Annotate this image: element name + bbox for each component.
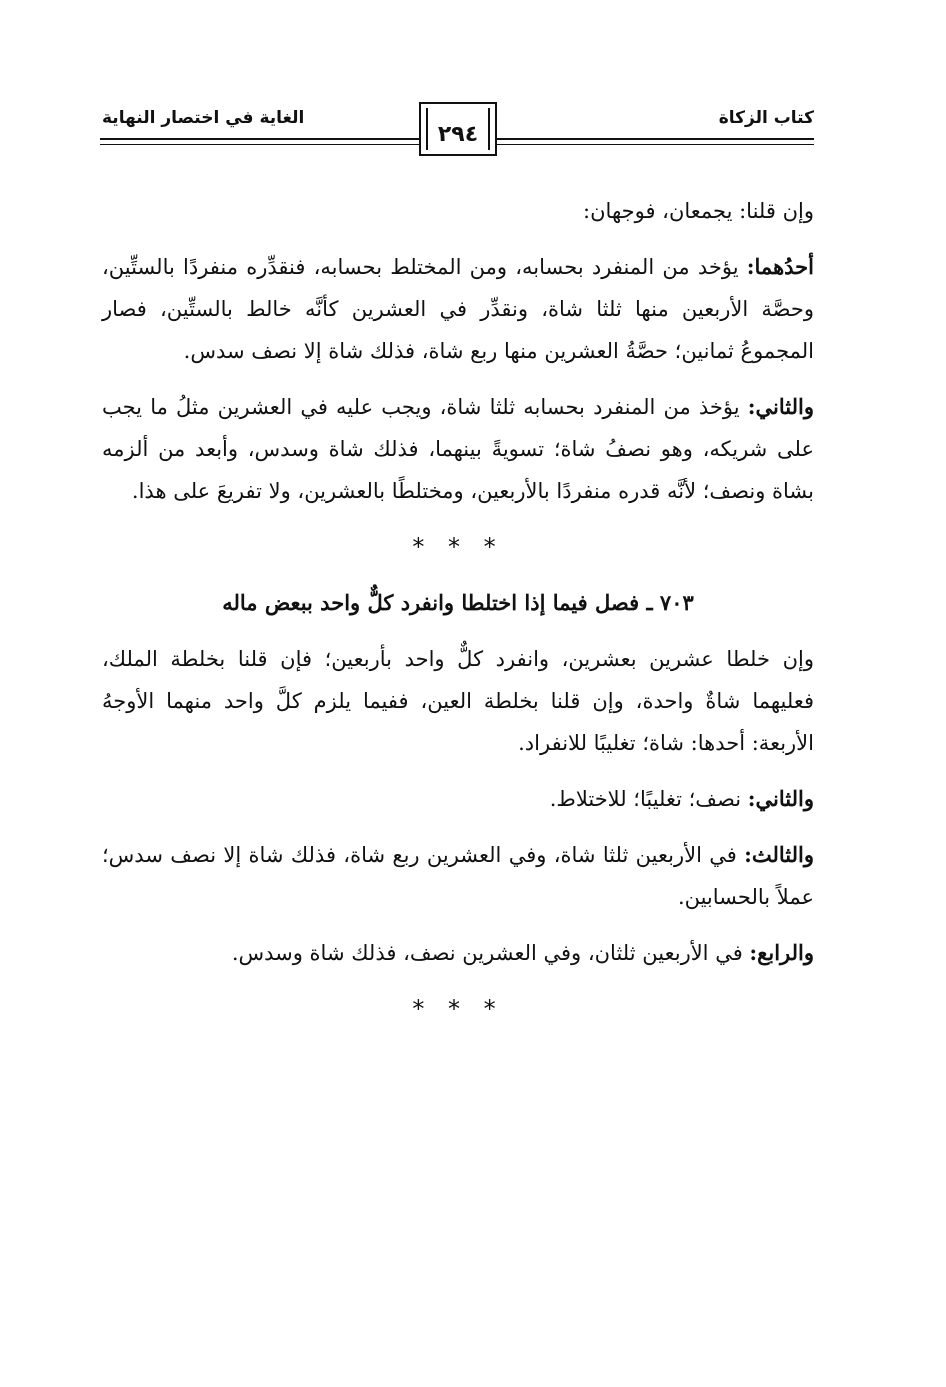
paragraph-text: يؤخد من المنفرد بحسابه، ومن المختلط بحسابه، فنقدِّره منفردًا بالستِّين، وحصَّة الأربعين منها ثلثا شاة، ونقدِّر في العشرين كأنَّه خالط بالستِّين، فصار المجموعُ ثمانين؛ حصَّةُ العشرين منها ربع شاة، فذلك شاة إلا نصف سدس. xyxy=(102,255,814,363)
book-title: الغاية في اختصار النهاية xyxy=(102,108,305,128)
page-body xyxy=(102,190,814,1044)
paragraph-lead: والرابع: xyxy=(749,940,814,965)
section-separator: * * * xyxy=(412,533,504,561)
paragraph-view-three xyxy=(102,834,814,918)
paragraph-text: نصف؛ تغليبًا؛ للاختلاط. xyxy=(549,787,748,811)
page-number-frame xyxy=(419,102,497,156)
paragraph-text: يؤخذ من المنفرد بحسابه ثلثا شاة، ويجب عليه في العشرين مثلُ ما يجب على شريكه، وهو نصفُ شاة؛ تسويةً بينهما، فذلك شاة وسدس، وأبعد من ألزمه بشاة ونصف؛ لأنَّه قدره منفردًا بالأربعين، ومختلطًا بالعشرين، ولا تفريعَ على هذا. xyxy=(102,395,814,503)
chapter-title: كتاب الزكاة xyxy=(718,108,814,128)
running-header xyxy=(100,100,814,162)
paragraph-view-four xyxy=(102,932,814,974)
paragraph-intro: وإن قلنا: يجمعان، فوجهان: xyxy=(583,199,814,223)
section-heading: ٧٠٣ ـ فصل فيما إذا اختلطا وانفرد كلٌّ واحد ببعض ماله xyxy=(222,590,694,615)
section-separator: * * * xyxy=(412,995,504,1023)
paragraph-view-two xyxy=(102,778,814,820)
paragraph-lead: والثاني: xyxy=(747,394,814,419)
page-number: ٢٩٤ xyxy=(437,122,479,147)
paragraph-lead: والثاني: xyxy=(747,786,814,811)
paragraph-section-intro: وإن خلطا عشرين بعشرين، وانفرد كلٌّ واحد بأربعين؛ فإن قلنا بخلطة الملك، فعليهما شاةٌ واحدة، وإن قلنا بخلطة العين، ففيما يلزم كلَّ واحد منهما الأوجهُ الأربعة: أحدها: شاة؛ تغليبًا للانفراد. xyxy=(102,647,814,755)
paragraph-text: في الأربعين ثلثا شاة، وفي العشرين ربع شاة، فذلك شاة إلا نصف سدس؛ عملاً بالحسابين. xyxy=(102,843,814,909)
paragraph-lead: والثالث: xyxy=(744,842,814,867)
paragraph-first-view xyxy=(102,246,814,372)
paragraph-text: في الأربعين ثلثان، وفي العشرين نصف، فذلك شاة وسدس. xyxy=(231,941,750,965)
paragraph-lead: أحدُهما: xyxy=(746,254,814,279)
paragraph-second-view xyxy=(102,386,814,512)
